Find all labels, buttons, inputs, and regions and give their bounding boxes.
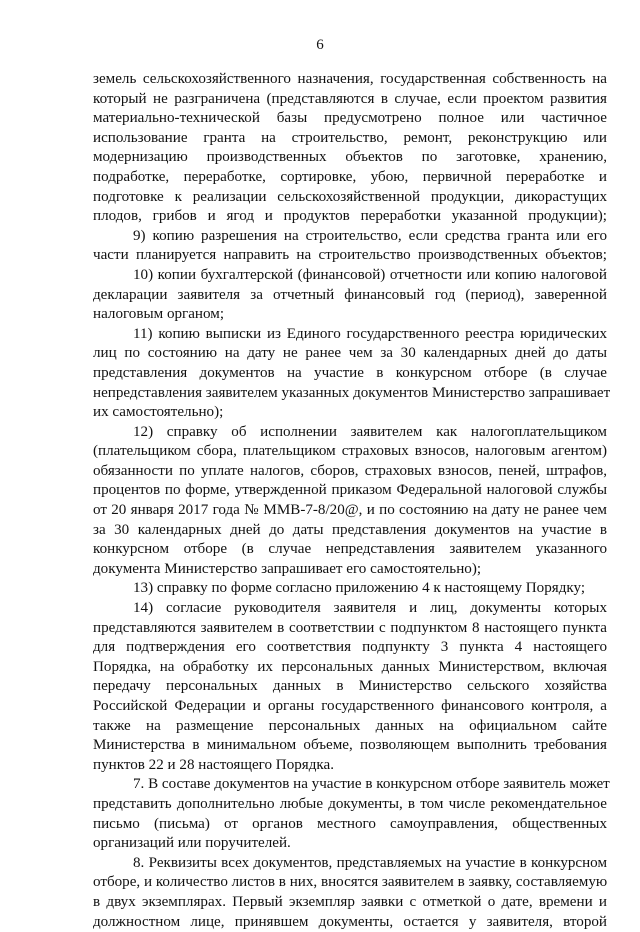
text-line: 12) справку об исполнении заявителем как налогоплательщиком — [133, 423, 607, 440]
text-line: от 20 января 2017 года № ММВ-7-8/20@, и по состоянию на дату не ранее чем — [93, 502, 607, 519]
text-line: Порядка, на обработку их персональных данных Министерством, включая — [93, 658, 607, 675]
text-line: пунктов 22 и 28 настоящего Порядка. — [93, 756, 334, 773]
paragraph-item-14 — [93, 599, 607, 775]
text-line: конкурсном отборе (в случае непредставления заявителем указанного — [93, 541, 607, 558]
paragraph-item-10 — [93, 266, 607, 325]
text-line: земель сельскохозяйственного назначения, государственная собственность на — [93, 71, 607, 87]
text-line: Российской Федерации и органы государственного финансового контроля, а — [93, 698, 607, 714]
text-line: лиц по состоянию на дату не ранее чем за 30 календарных дней до даты — [93, 345, 607, 362]
text-line: представления документов на участие в конкурсном отборе (в случае — [93, 364, 607, 381]
text-line: 8. Реквизиты всех документов, представляемых на участие в конкурсном — [133, 854, 607, 871]
text-line: непредставления заявителем указанных документов Министерство запрашивает — [93, 384, 611, 401]
text-line: материально-технической базы предусмотрено полное или частичное — [93, 110, 607, 127]
text-line: процентов по форме, утвержденной приказом Федеральной налоговой службы — [93, 482, 607, 499]
text-line: 14) согласие руководителя заявителя и лиц, документы которых — [133, 600, 607, 617]
text-line: представить дополнительно любые документы, в том числе рекомендательное — [93, 795, 607, 812]
text-line: плодов, грибов и ягод и продуктов переработки указанной продукции); — [93, 208, 607, 225]
paragraph-item-9 — [93, 227, 607, 266]
text-line: 13) справку по форме согласно приложению 4 к настоящему Порядку; — [133, 580, 586, 597]
text-line: в двух экземплярах. Первый экземпляр заявки с отметкой о дате, времени и — [93, 893, 607, 910]
text-line: налоговым органом; — [93, 306, 225, 323]
text-line: документа Министерство запрашивает его самостоятельно); — [93, 560, 482, 577]
text-line: представляются заявителем в соответствии с подпунктом 8 настоящего пункта — [93, 619, 607, 636]
text-line: за 30 календарных дней до даты представления документов на участие в — [93, 521, 607, 538]
text-line: также на размещение персональных данных на официальном сайте — [93, 717, 607, 734]
text-line: (плательщиком сбора, плательщиком страховых взносов, налоговым агентом) — [93, 443, 607, 460]
paragraph-item-11 — [93, 325, 611, 423]
text-line: их самостоятельно); — [93, 404, 224, 421]
text-line: отборе, и количество листов в них, вносятся заявителем в заявку, составляемую — [93, 874, 608, 891]
document-body — [93, 70, 611, 932]
paragraph-section-7 — [93, 775, 610, 853]
text-line: использование гранта на строительство, ремонт, реконструкцию или — [93, 129, 607, 146]
text-line: части планируется направить на строительство производственных объектов; — [93, 247, 607, 264]
text-line: 9) копию разрешения на строительство, если средства гранта или его — [133, 227, 607, 244]
paragraph-item-13 — [93, 579, 607, 599]
text-line: организаций или поручителей. — [93, 835, 291, 852]
text-line: 7. В составе документов на участие в конкурсном отборе заявитель может — [133, 776, 610, 793]
text-line: подготовке к реализации сельскохозяйственной продукции, дикорастущих — [93, 188, 607, 205]
text-line: декларации заявителя за отчетный финансовый год (период), заверенной — [93, 286, 607, 303]
text-line: модернизацию производственных объектов по заготовке, хранению, — [93, 149, 607, 166]
text-line: Министерства в минимальном объеме, позволяющем выполнить требования — [93, 737, 607, 754]
text-line: для подтверждения его соответствия подпункту 3 пункта 4 настоящего — [93, 639, 607, 656]
page-number: 6 — [316, 37, 324, 53]
text-line: должностном лице, принявшем документы, остается у заявителя, второй — [93, 913, 607, 930]
text-line: письмо (письма) от органов местного самоуправления, общественных — [93, 815, 607, 832]
text-line: 11) копию выписки из Единого государственного реестра юридических — [133, 325, 607, 342]
text-line: передачу персональных данных в Министерство сельского хозяйства — [93, 678, 607, 695]
text-line: подработке, переработке, сортировке, убою, первичной переработке и — [93, 168, 607, 185]
paragraph-section-8 — [93, 854, 607, 932]
text-line: обязанности по уплате налогов, сборов, страховых взносов, пеней, штрафов, — [93, 462, 607, 479]
text-line: 10) копии бухгалтерской (финансовой) отчетности или копию налоговой — [133, 266, 607, 283]
text-line: который не разграничена (представляются в случае, если проектом развития — [93, 90, 607, 107]
paragraph-item-12 — [93, 423, 607, 580]
paragraph-intro-continuation — [93, 70, 607, 227]
